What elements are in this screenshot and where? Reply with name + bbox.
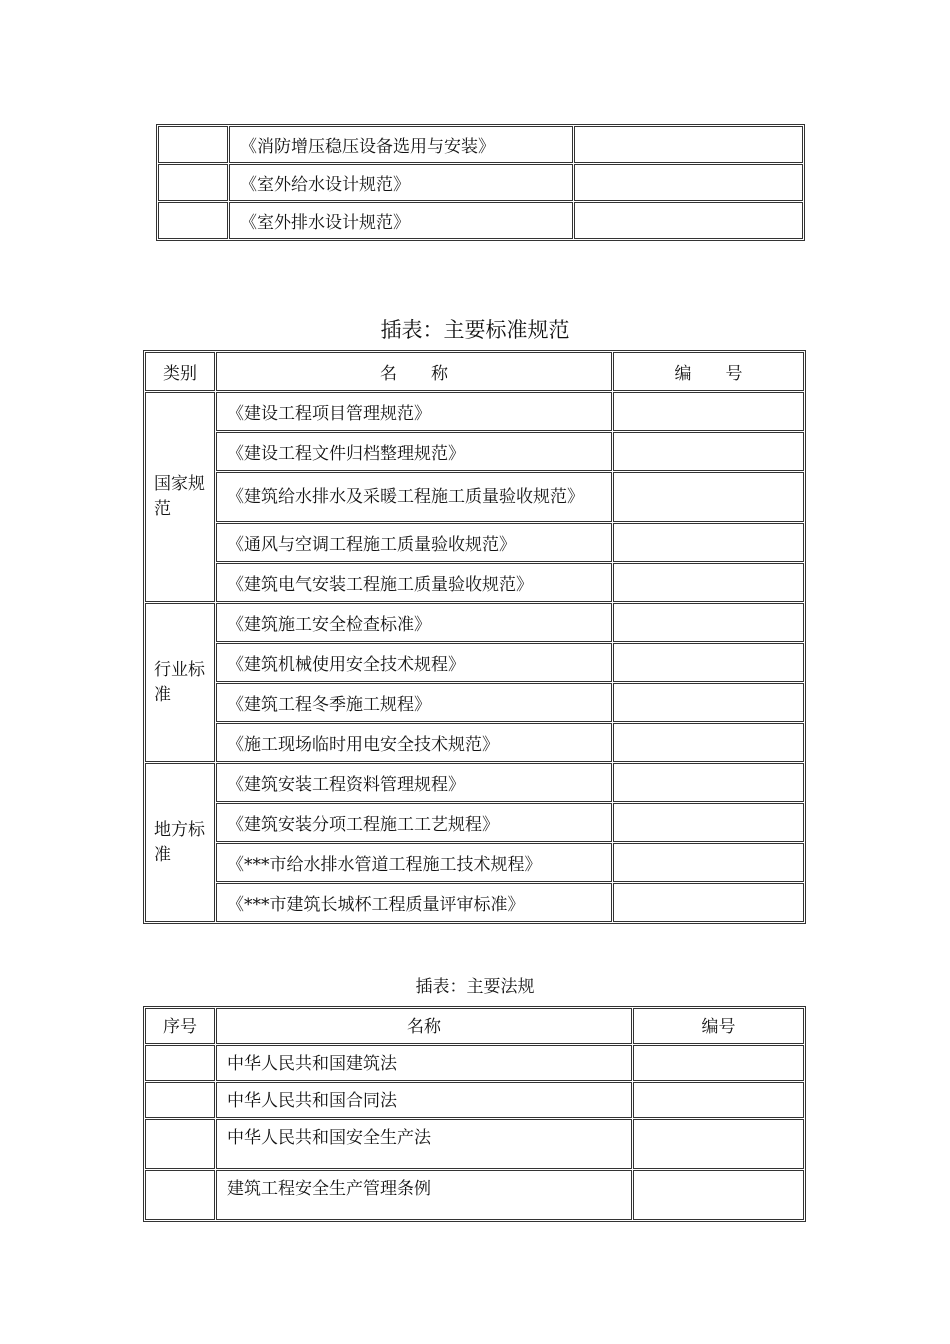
standard-number-cell [613,843,804,882]
table-row [145,523,804,562]
law-number-cell [633,1045,804,1081]
standard-name-cell: 《***市给水排水管道工程施工技术规程》 [216,843,612,882]
category-cell [158,202,228,239]
laws-table [143,1006,806,1222]
law-name-cell: 中华人民共和国安全生产法 [216,1119,632,1169]
standard-number-cell [613,683,804,722]
table-row [145,1119,804,1169]
standard-name-cell: 《建筑给水排水及采暖工程施工质量验收规范》 [216,472,612,522]
standard-name-cell: 《室外排水设计规范》 [229,202,573,239]
table-row [158,202,803,239]
standards-table [143,350,806,924]
table-row [145,843,804,882]
law-name-cell: 建筑工程安全生产管理条例 [216,1170,632,1220]
standard-number-cell [613,883,804,922]
law-index-cell [145,1082,215,1118]
table-row [158,164,803,201]
standard-number-cell [613,803,804,842]
standard-number-cell [613,723,804,762]
laws-caption: 插表：主要法规 [415,977,535,997]
category-national: 国家规范 [145,392,215,602]
standard-name-cell: 《建筑安装工程资料管理规程》 [216,763,612,802]
table-row [145,392,804,431]
table-row [145,432,804,471]
category-industry: 行业标准 [145,603,215,762]
law-index-cell [145,1045,215,1081]
law-index-cell [145,1170,215,1220]
table-header-row [145,1008,804,1044]
standard-name-cell: 《建筑安装分项工程施工工艺规程》 [216,803,612,842]
table-row [145,643,804,682]
standard-name-cell: 《通风与空调工程施工质量验收规范》 [216,523,612,562]
header-index: 序号 [145,1008,215,1044]
standard-name-cell: 《建设工程项目管理规范》 [216,392,612,431]
standard-name-cell: 《施工现场临时用电安全技术规范》 [216,723,612,762]
standard-name-cell: 《建设工程文件归档整理规范》 [216,432,612,471]
header-number: 编号 [633,1008,804,1044]
table-row [145,472,804,522]
header-category: 类别 [145,352,215,391]
law-number-cell [633,1119,804,1169]
standard-name-cell: 《消防增压稳压设备选用与安装》 [229,126,573,163]
table-row [145,803,804,842]
standard-name-cell: 《建筑工程冬季施工规程》 [216,683,612,722]
standard-number-cell [613,432,804,471]
header-name: 名 称 [216,352,612,391]
standard-number-cell [613,563,804,602]
category-cell [158,126,228,163]
header-name: 名称 [216,1008,632,1044]
table-row [145,1082,804,1118]
standard-name-cell: 《室外给水设计规范》 [229,164,573,201]
standard-name-cell: 《建筑机械使用安全技术规程》 [216,643,612,682]
standard-number-cell [613,643,804,682]
table-row [145,1045,804,1081]
table-row [145,683,804,722]
standard-name-cell: 《***市建筑长城杯工程质量评审标准》 [216,883,612,922]
standard-number-cell [613,603,804,642]
standard-name-cell: 《建筑施工安全检查标准》 [216,603,612,642]
category-local: 地方标准 [145,763,215,922]
table-header-row [145,352,804,391]
top-standards-table [156,124,805,241]
table-row [145,603,804,642]
standard-number-cell [613,472,804,522]
law-name-cell: 中华人民共和国建筑法 [216,1045,632,1081]
table-row [145,723,804,762]
table-row [145,883,804,922]
table-row [145,563,804,602]
table-row [158,126,803,163]
law-name-cell: 中华人民共和国合同法 [216,1082,632,1118]
law-number-cell [633,1170,804,1220]
standards-caption: 插表：主要标准规范 [380,318,570,342]
standard-number-cell [574,126,803,163]
standard-number-cell [574,202,803,239]
standard-name-cell: 《建筑电气安装工程施工质量验收规范》 [216,563,612,602]
standard-number-cell [613,763,804,802]
law-number-cell [633,1082,804,1118]
standard-number-cell [613,392,804,431]
category-cell [158,164,228,201]
header-number: 编 号 [613,352,804,391]
standard-number-cell [574,164,803,201]
table-row [145,763,804,802]
table-row [145,1170,804,1220]
standard-number-cell [613,523,804,562]
law-index-cell [145,1119,215,1169]
